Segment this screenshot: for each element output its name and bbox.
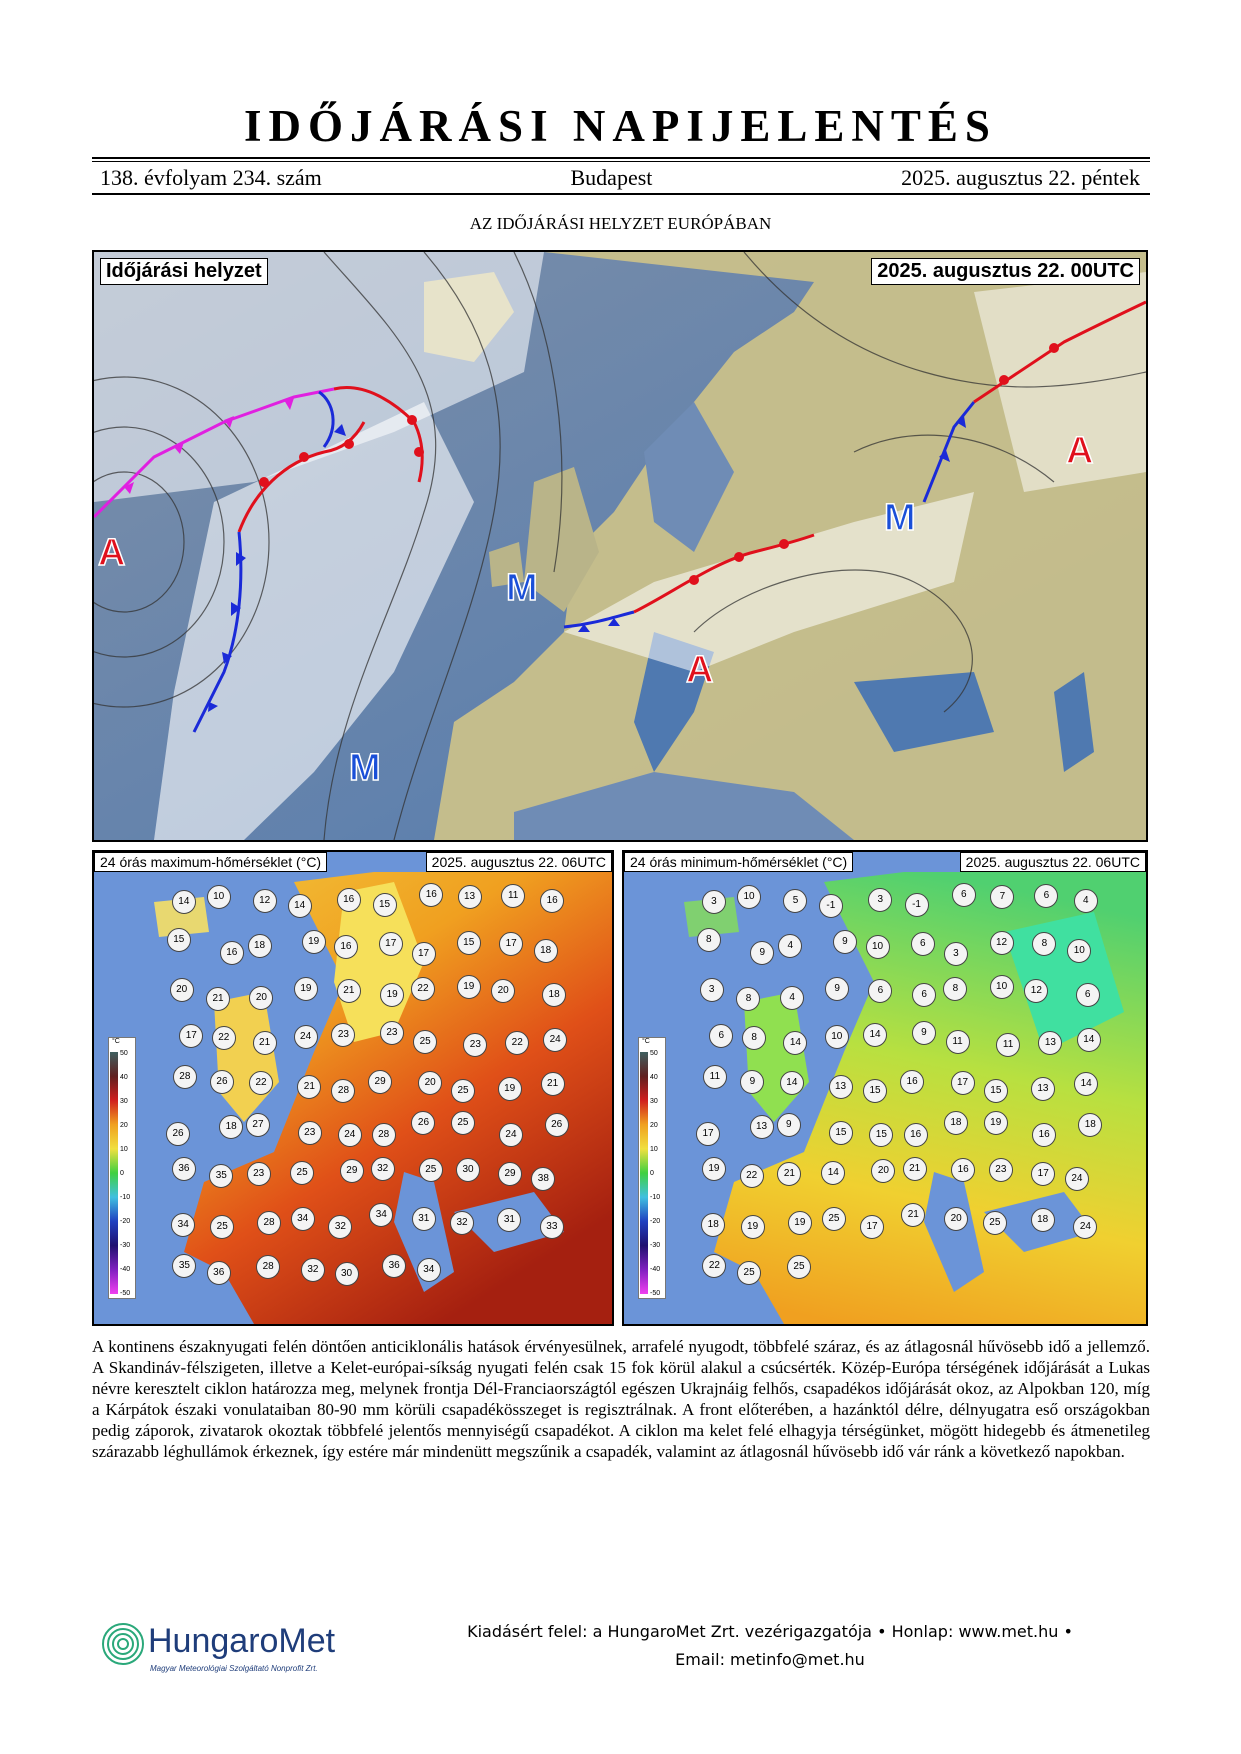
temperature-station: 30 [335,1262,359,1286]
colorbar-unit: °C [642,1038,650,1045]
temperature-station: 27 [246,1113,270,1137]
colorbar-tick-label: 10 [120,1146,128,1153]
temperature-station: 21 [297,1075,321,1099]
temperature-station: 29 [340,1159,364,1183]
temperature-station: 17 [379,932,403,956]
header-rule-top-thin [92,161,1150,162]
temperature-station: 23 [247,1162,271,1186]
temperature-station: 19 [498,1077,522,1101]
temperature-station: 36 [382,1254,406,1278]
temperature-station: 9 [750,941,774,965]
temperature-station: 10 [1067,939,1091,963]
header-rule-bottom [92,193,1150,195]
temperature-station: 19 [702,1157,726,1181]
volume-number: 138. évfolyam 234. szám [100,165,322,190]
temperature-station: 7 [990,885,1014,909]
temperature-station: 25 [451,1111,475,1135]
temperature-station: 25 [451,1079,475,1103]
low-pressure-symbol: A [686,649,714,691]
colorbar-tick-label: 20 [120,1122,128,1129]
colorbar-tick-label: -20 [120,1218,131,1225]
colorbar-tick-label: -10 [650,1194,661,1201]
temperature-station: 23 [380,1021,404,1045]
high-pressure-symbol: M [506,567,538,609]
temperature-station: 34 [291,1207,315,1231]
temperature-station: 28 [331,1079,355,1103]
temperature-station: 16 [419,883,443,907]
colorbar-tick-label: 10 [650,1146,658,1153]
temperature-station: 35 [209,1164,233,1188]
temperature-station: 6 [952,883,976,907]
temperature-station: 36 [207,1261,231,1285]
temperature-station: 12 [253,889,277,913]
temperature-station: 23 [298,1121,322,1145]
temperature-station: 18 [1031,1208,1055,1232]
temperature-station: 15 [457,931,481,955]
temperature-station: -1 [905,893,929,917]
footer-text [420,1618,1120,1674]
colorbar-tick-label: -30 [650,1242,661,1249]
temperature-station: 18 [944,1111,968,1135]
temperature-station: 8 [943,977,967,1001]
colorbar-tick-label: 40 [650,1074,658,1081]
temperature-station: 3 [702,890,726,914]
temperature-station: 19 [457,975,481,999]
temperature-station: 15 [829,1121,853,1145]
temperature-station: 23 [463,1033,487,1057]
colorbar-tick-label: 30 [120,1098,128,1105]
issue-date: 2025. augusztus 22. péntek [901,165,1140,190]
temperature-station: 16 [1032,1123,1056,1147]
temperature-station: 38 [531,1167,555,1191]
temperature-station: 13 [829,1075,853,1099]
temperature-station: 15 [869,1123,893,1147]
temperature-station: 14 [1074,1072,1098,1096]
temperature-station: 32 [301,1258,325,1282]
temperature-station: 18 [542,983,566,1007]
temperature-station: 34 [171,1213,195,1237]
temperature-station: 17 [696,1122,720,1146]
temperature-station: 36 [172,1157,196,1181]
temperature-station: 10 [825,1025,849,1049]
min-temperature-map [622,850,1148,1326]
temperature-station: 11 [501,884,525,908]
colorbar-gradient [640,1052,648,1294]
temperature-station: 20 [491,979,515,1003]
colorbar-tick-label: -50 [120,1290,131,1297]
colorbar-tick-label: -50 [650,1290,661,1297]
temperature-station: 6 [911,932,935,956]
temperature-station: 28 [257,1211,281,1235]
temperature-station: 14 [863,1023,887,1047]
temperature-station: 9 [912,1021,936,1045]
temperature-station: 17 [1031,1162,1055,1186]
temperature-station: 16 [904,1123,928,1147]
temperature-station: 6 [868,979,892,1003]
report-title: IDŐJÁRÁSI NAPIJELENTÉS [244,101,997,151]
temperature-station: 11 [703,1065,727,1089]
temperature-station: 28 [372,1123,396,1147]
temperature-station: 18 [219,1115,243,1139]
temperature-station: 25 [983,1211,1007,1235]
temperature-station: 24 [499,1123,523,1147]
temperature-station: 22 [702,1254,726,1278]
temperature-colorbar [638,1037,666,1299]
synoptic-map-graphic [94,252,1146,840]
temperature-station: 15 [373,893,397,917]
temperature-station: 11 [946,1030,970,1054]
high-pressure-symbol: M [884,497,916,539]
logo-subtitle: Magyar Meteorológiai Szolgáltató Nonprofit Zrt. [150,1664,318,1673]
temperature-station: 12 [1024,979,1048,1003]
logo-name: HungaroMet [148,1622,336,1660]
temperature-station: 19 [788,1211,812,1235]
section-title: AZ IDŐJÁRÁSI HELYZET EURÓPÁBAN [469,214,772,233]
temperature-station: 21 [777,1162,801,1186]
temperature-station: 6 [1034,884,1058,908]
temperature-station: 25 [822,1207,846,1231]
temperature-station: 14 [172,890,196,914]
header-meta [100,165,1140,191]
colorbar-tick-label: -40 [120,1266,131,1273]
colorbar-tick-label: 0 [120,1170,124,1177]
temperature-station: 22 [740,1164,764,1188]
temperature-station: 11 [996,1033,1020,1057]
temperature-station: 6 [709,1024,733,1048]
temperature-station: 20 [249,986,273,1010]
temperature-station: 19 [984,1111,1008,1135]
temperature-station: 24 [1065,1167,1089,1191]
temperature-station: 17 [179,1024,203,1048]
temperature-station: 21 [541,1072,565,1096]
colorbar-tick-label: 20 [650,1122,658,1129]
temperature-station: 10 [207,885,231,909]
temperature-station: 16 [337,888,361,912]
colorbar-tick-label: -40 [650,1266,661,1273]
temperature-station: 12 [990,931,1014,955]
temperature-station: 29 [498,1162,522,1186]
temperature-station: 18 [534,939,558,963]
temperature-station: 31 [412,1207,436,1231]
temperature-station: 35 [172,1254,196,1278]
temperature-station: 9 [833,930,857,954]
temperature-station: 26 [210,1070,234,1094]
min-map-label: 24 órás minimum-hőmérséklet (°C) [624,852,853,872]
temperature-station: 13 [1031,1077,1055,1101]
temperature-station: 22 [212,1026,236,1050]
temperature-station: 13 [1038,1031,1062,1055]
temperature-station: 17 [951,1071,975,1095]
high-pressure-symbol: M [349,747,381,789]
temperature-station: 21 [903,1157,927,1181]
temperature-station: 5 [783,889,807,913]
synoptic-map [92,250,1148,842]
hungaromet-logo-icon [100,1618,146,1670]
temperature-station: 15 [167,928,191,952]
footer-line-email: Email: metinfo@met.hu [675,1650,865,1669]
temperature-station: 9 [825,977,849,1001]
temperature-station: 25 [787,1255,811,1279]
temperature-station: 10 [737,885,761,909]
temperature-station: 14 [288,894,312,918]
temperature-station: 26 [166,1122,190,1146]
temperature-station: 9 [777,1113,801,1137]
temperature-station: 20 [871,1159,895,1183]
temperature-station: 21 [253,1031,277,1055]
max-temperature-map [92,850,614,1326]
temperature-station: 34 [369,1203,393,1227]
temperature-station: 10 [990,975,1014,999]
low-pressure-symbol: A [98,532,126,574]
temperature-station: 8 [1032,932,1056,956]
temperature-station: 19 [380,983,404,1007]
temperature-station: 33 [540,1215,564,1239]
temperature-station: 8 [697,928,721,952]
colorbar-tick-label: 0 [650,1170,654,1177]
temperature-station: 22 [505,1031,529,1055]
colorbar-tick-label: 50 [120,1050,128,1057]
colorbar-tick-label: -30 [120,1242,131,1249]
temperature-station: 20 [170,978,194,1002]
temperature-station: 4 [780,986,804,1010]
temperature-station: 16 [334,935,358,959]
colorbar-tick-label: -20 [650,1218,661,1225]
max-map-time: 2025. augusztus 22. 06UTC [426,852,612,872]
temperature-station: 24 [338,1123,362,1147]
temperature-station: 25 [419,1158,443,1182]
temperature-station: 20 [418,1071,442,1095]
temperature-station: 24 [543,1028,567,1052]
temperature-station: 32 [450,1211,474,1235]
synoptic-map-time: 2025. augusztus 22. 00UTC [871,258,1140,285]
temperature-station: 25 [413,1030,437,1054]
temperature-station: 28 [173,1065,197,1089]
low-pressure-symbol: A [1066,430,1094,472]
temperature-station: 10 [866,935,890,959]
temperature-station: 8 [736,987,760,1011]
temperature-station: 16 [900,1070,924,1094]
colorbar-tick-label: 50 [650,1050,658,1057]
temperature-station: 23 [989,1158,1013,1182]
temperature-station: 15 [984,1079,1008,1103]
temperature-station: 14 [783,1031,807,1055]
temperature-station: 24 [1073,1215,1097,1239]
temperature-station: 19 [302,930,326,954]
temperature-station: 26 [545,1113,569,1137]
temperature-station: 8 [742,1026,766,1050]
temperature-station: 3 [700,978,724,1002]
temperature-station: 9 [740,1070,764,1094]
temperature-station: 25 [210,1215,234,1239]
temperature-station: 18 [701,1213,725,1237]
temperature-station: 23 [331,1023,355,1047]
colorbar-unit: °C [112,1038,120,1045]
temperature-station: 18 [1078,1113,1102,1137]
temperature-station: 17 [412,942,436,966]
temperature-station: 22 [411,977,435,1001]
min-map-time: 2025. augusztus 22. 06UTC [960,852,1146,872]
temperature-station: 6 [1076,983,1100,1007]
temperature-station: 30 [456,1158,480,1182]
temperature-station: 13 [458,885,482,909]
temperature-station: 4 [1074,889,1098,913]
temperature-station: 21 [901,1203,925,1227]
temperature-station: 16 [220,941,244,965]
max-map-label: 24 órás maximum-hőmérséklet (°C) [94,852,327,872]
temperature-station: 16 [951,1158,975,1182]
temperature-station: 20 [944,1207,968,1231]
temperature-station: 34 [417,1258,441,1282]
temperature-station: 22 [249,1071,273,1095]
colorbar-tick-label: 40 [120,1074,128,1081]
city: Budapest [570,165,653,190]
synoptic-map-label: Időjárási helyzet [100,258,268,285]
temperature-station: 28 [256,1255,280,1279]
header-rule-top [92,157,1150,159]
temperature-station: 32 [371,1157,395,1181]
temperature-station: 6 [912,983,936,1007]
temperature-station: 13 [750,1115,774,1139]
temperature-colorbar [108,1037,136,1299]
temperature-station: 32 [328,1215,352,1239]
temperature-station: 15 [863,1079,887,1103]
temperature-station: -1 [819,894,843,918]
temperature-station: 24 [294,1025,318,1049]
colorbar-gradient [110,1052,118,1294]
temperature-station: 31 [497,1208,521,1232]
temperature-station: 14 [1077,1028,1101,1052]
temperature-station: 3 [868,888,892,912]
footer-line-publisher: Kiadásért felel: a HungaroMet Zrt. vezérigazgatója • Honlap: www.met.hu • [467,1622,1073,1641]
temperature-station: 17 [499,932,523,956]
temperature-station: 3 [944,942,968,966]
temperature-station: 19 [741,1215,765,1239]
temperature-station: 25 [290,1161,314,1185]
temperature-station: 4 [778,934,802,958]
temperature-station: 18 [248,934,272,958]
temperature-station: 26 [411,1111,435,1135]
temperature-station: 25 [737,1261,761,1285]
temperature-station: 17 [860,1215,884,1239]
temperature-station: 21 [206,987,230,1011]
colorbar-tick-label: -10 [120,1194,131,1201]
weather-description: A kontinens északnyugati felén döntően anticiklonális hatások érvényesülnek, arrafelé nyugodt, többfelé száraz, és az átlagosnál hűvösebb idő a jellemző. A Skandináv-félszigeten, illetve a Kelet-európai-síkság nyugati felén csak 15 fok körül alakul a csúcsérték. Közép-Európa térségének időjárását a Lukas névre keresztelt ciklon határozza meg, melynek frontja Dél-Franciaországtól egészen Ukrajnáig felhős, csapadékos időjárását okoz, az Alpokban 120, míg a Kárpátok északi vonulataiban 80-90 mm körüli csapadékösszeget is regisztrálnak. A front előterében, a hazánktól délre, délnyugatra eső országokban pedig záporok, zivatarok okoztak többfelé jelentős mennyiségű csapadékot. A ciklon ma kelet felé elhagyja térségünket, mögött hidegebb és átmenetileg szárazabb léghullámok érkeznek, így estére már mindenütt megszűnik a csapadék, valamint az átlagosnál hűvösebb idő vár ránk a következő napokban. [92,1337,1150,1461]
temperature-station: 14 [780,1071,804,1095]
temperature-station: 29 [368,1070,392,1094]
colorbar-tick-label: 30 [650,1098,658,1105]
temperature-station: 19 [294,977,318,1001]
temperature-station: 14 [821,1161,845,1185]
temperature-station: 16 [540,889,564,913]
temperature-station: 21 [337,979,361,1003]
